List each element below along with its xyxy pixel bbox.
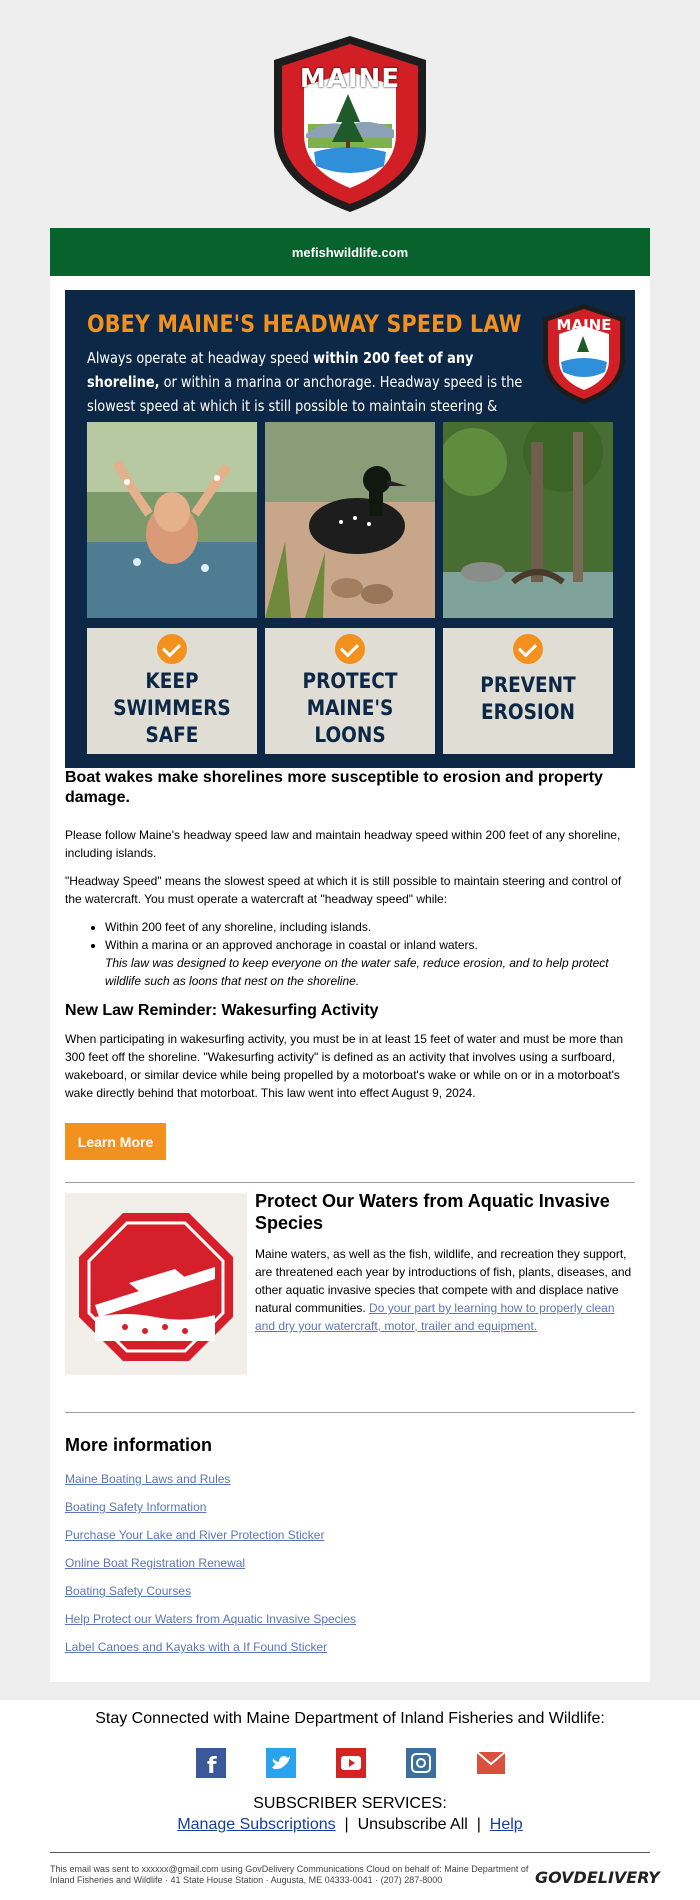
subscriber-links: Manage Subscriptions | Unsubscribe All | Help (177, 1816, 523, 1833)
email-icon[interactable] (476, 1748, 506, 1778)
loon-photo (265, 422, 435, 618)
link-aquatic-invasive[interactable]: Help Protect our Waters from Aquatic Invasive Species (65, 1612, 357, 1626)
link-if-found-sticker[interactable]: Label Canoes and Kayaks with a If Found Sticker (65, 1640, 328, 1654)
keep-swimmers-safe-tile: KEEP SWIMMERS SAFE (87, 628, 257, 754)
check-icon (513, 634, 543, 664)
swimmer-photo (87, 422, 257, 618)
wakesurf-heading: New Law Reminder: Wakesurfing Activity (65, 1002, 379, 1019)
banner-logo-badge (539, 302, 629, 406)
manage-subscriptions-link[interactable]: Manage Subscriptions (177, 1816, 336, 1833)
ais-learn-link[interactable]: Do your part by learning how to properly clean and dry your watercraft, motor, trailer and equipment. (255, 1301, 615, 1333)
logo-text: MAINE (299, 64, 401, 94)
subscriber-services-label: SUBSCRIBER SERVICES: (253, 1795, 447, 1812)
headway-speed-banner (65, 290, 635, 768)
site-link-bar[interactable] (50, 228, 650, 276)
list-item: • Within 200 feet of any shoreline, including islands. (105, 918, 635, 936)
paragraph-1: Please follow Maine's headway speed law and maintain headway speed within 200 feet of any shoreline, including islands. (65, 828, 621, 860)
site-link[interactable]: mefishwildlife.com (291, 244, 409, 260)
boat-launch-sign (65, 1193, 247, 1375)
ais-heading: Protect Our Waters from Aquatic Invasive Species (255, 1191, 610, 1233)
prevent-erosion-tile: PREVENT EROSION (443, 628, 613, 754)
instagram-icon[interactable] (406, 1748, 436, 1778)
article-body (65, 768, 635, 1102)
footer-divider (50, 1852, 650, 1853)
twitter-icon[interactable] (266, 1748, 296, 1778)
learn-more-button[interactable]: Learn More (65, 1123, 166, 1160)
ais-paragraph: Maine waters, as well as the fish, wildlife, and recreation they support, are threatened each year by introductions of fish, plants, diseases, and other aquatic invasive species that compete with and displace native natural communities. Do your part by learning how to properly clean and dry your watercraft, motor, trailer and equipment. (255, 1247, 632, 1333)
law-note: This law was designed to keep everyone on the water safe, reduce erosion, and to help protect wildlife such as loons that nest on the shoreline. (105, 956, 609, 988)
svg-text:f: f (207, 1754, 217, 1778)
unsubscribe-all-link[interactable]: Unsubscribe All (357, 1816, 468, 1833)
divider (65, 1412, 635, 1413)
link-protection-sticker[interactable]: Purchase Your Lake and River Protection Sticker (65, 1528, 325, 1542)
stay-connected: Stay Connected with Maine Department of Inland Fisheries and Wildlife: (95, 1710, 605, 1727)
youtube-icon[interactable] (336, 1748, 366, 1778)
check-icon (157, 634, 187, 664)
mdifw-logo[interactable] (268, 34, 432, 214)
link-boating-laws[interactable]: Maine Boating Laws and Rules (65, 1472, 231, 1486)
lead-heading: Boat wakes make shorelines more susceptible to erosion and property damage. (65, 769, 603, 806)
more-info-links (65, 1470, 356, 1666)
list-item: • Within a marina or an approved anchorage in coastal or inland waters. (105, 936, 635, 954)
paragraph-2: "Headway Speed" means the slowest speed at which it is still possible to maintain steering and control of the watercraft. You must operate a watercraft at "headway speed" while: (65, 874, 622, 906)
help-link[interactable]: Help (489, 1816, 523, 1833)
wakesurf-paragraph: When participating in wakesurfing activity, you must be in at least 15 feet of water and must be more than 300 feet off the shoreline. "Wakesurfing activity" is defined as an activity that involves using a surfboard, wakeboard, or similar device while being propelled by a motorboat's wake or while on or in a motorboat's wake directly behind that motorboat. This law went into effect August 9, 2024. (65, 1032, 624, 1100)
banner-body: Always operate at headway speed within 200 feet of any shoreline, or within a marina or anchorage. Headway speed is the slowest speed at which it is still possible to maintain steering & (87, 349, 523, 415)
footer-legal: This email was sent to xxxxxx@gmail.com using GovDelivery Communications Cloud on behalf of: Maine Department of Inland Fisheries and Wildlife · 41 State House Station · Augusta, ME 04333-0041 · (207) 287-8000 (50, 1864, 529, 1885)
govdelivery-logo[interactable]: GOVDELIVERY (535, 1868, 660, 1887)
erosion-photo (443, 422, 613, 618)
headway-list (65, 918, 635, 954)
link-registration-renewal[interactable]: Online Boat Registration Renewal (65, 1556, 246, 1570)
banner-title: OBEY MAINE'S HEADWAY SPEED LAW (87, 310, 522, 338)
link-safety-courses[interactable]: Boating Safety Courses (65, 1584, 192, 1598)
protect-loons-tile: PROTECT MAINE'S LOONS (265, 628, 435, 754)
facebook-icon[interactable] (196, 1748, 226, 1778)
more-info-heading: More information (65, 1435, 212, 1455)
badge-text: MAINE (556, 316, 612, 334)
check-icon (335, 634, 365, 664)
divider (65, 1182, 635, 1183)
link-boating-safety-info[interactable]: Boating Safety Information (65, 1500, 207, 1514)
